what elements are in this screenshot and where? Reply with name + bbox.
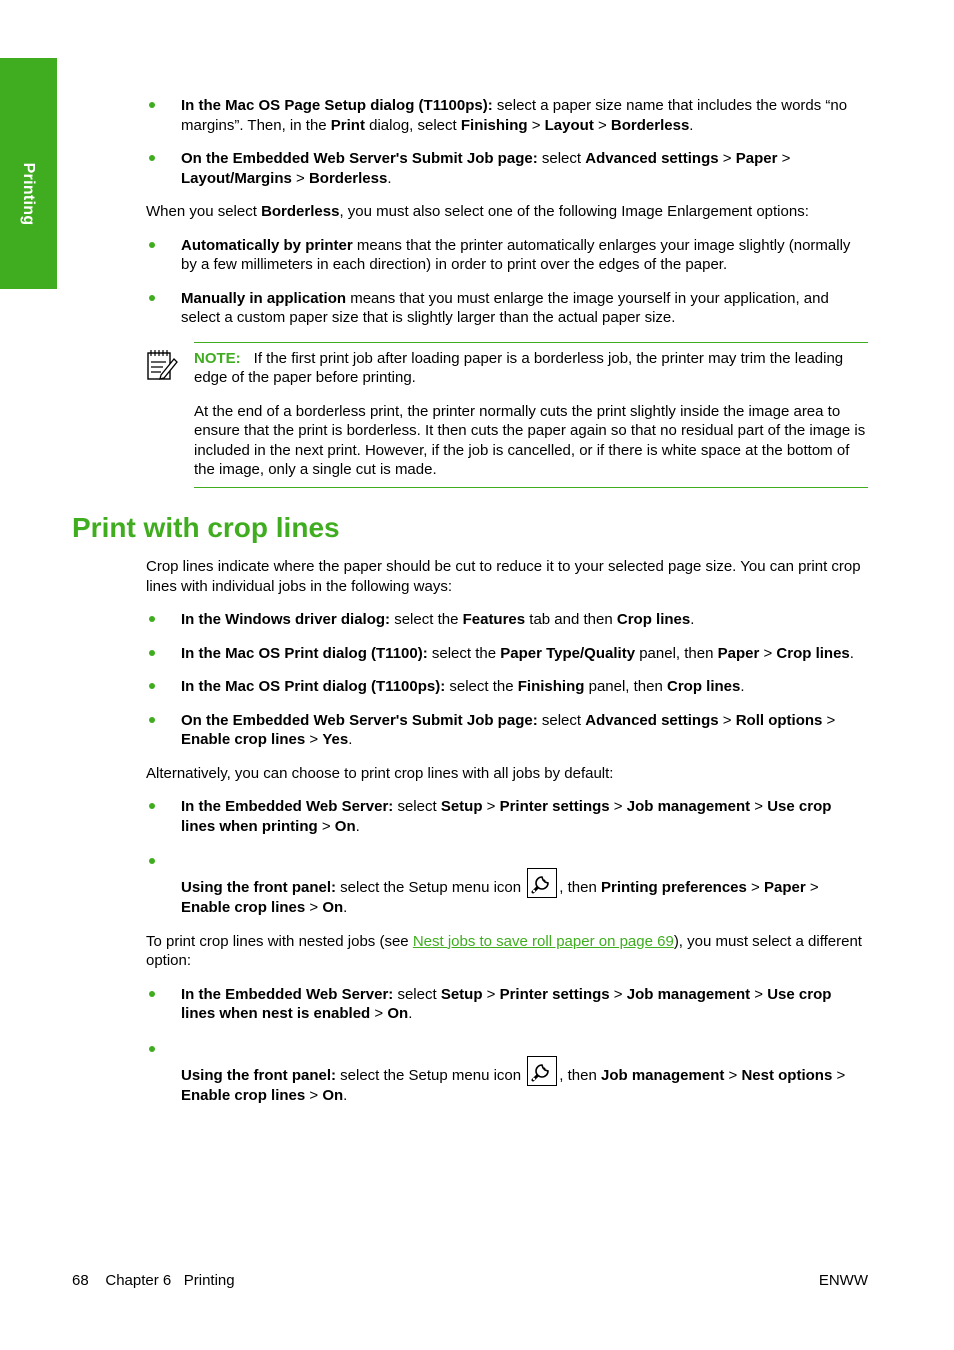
list-item <box>146 677 868 697</box>
separator: > <box>482 985 500 1003</box>
bullet-lead: On the Embedded Web Server's Submit Job page: <box>181 711 538 729</box>
crop-lines-section <box>146 557 868 1105</box>
text-run: , then <box>559 879 601 896</box>
separator: > <box>750 798 768 815</box>
text-run: When you select <box>146 203 262 220</box>
separator: > <box>718 150 736 167</box>
text-run: . <box>387 169 392 187</box>
text-run: select <box>537 711 586 729</box>
section-heading: Print with crop lines <box>72 512 340 543</box>
ui-term: Crop lines <box>667 678 741 695</box>
list-item <box>146 644 868 664</box>
note-label: NOTE: <box>194 349 241 367</box>
separator: > <box>593 116 611 134</box>
note-text: At the end of a borderless print, the printer normally cuts the print slightly inside the image area to ensure that the print is borderless. It then cuts the paper again so that no residual part of the image is included in the next print. However, if the job is cancelled, or if there is white space at the bottom of the image, only a single cut is made. <box>194 402 866 478</box>
ui-term: Paper <box>763 879 806 896</box>
ui-term: Features <box>462 611 526 628</box>
ui-term: Paper <box>735 150 778 167</box>
text-run: . <box>408 1005 413 1022</box>
ui-term: Paper Type/Quality <box>500 644 636 662</box>
ui-term: On <box>322 1086 344 1104</box>
ui-term: Crop lines <box>776 644 850 662</box>
separator: > <box>746 879 764 896</box>
ui-term: Borderless <box>610 116 690 134</box>
note-pad-icon <box>146 347 178 381</box>
separator: > <box>317 817 335 835</box>
text-run: . <box>849 644 854 662</box>
text-run: . <box>355 817 360 835</box>
text-run: panel, then <box>635 644 718 662</box>
chapter-label: Chapter 6 <box>105 1272 172 1289</box>
separator: > <box>750 985 768 1003</box>
upper-content <box>146 96 868 488</box>
ui-term: Paper <box>717 644 760 662</box>
separator: > <box>482 798 500 815</box>
wrench-setup-icon <box>527 868 557 898</box>
ui-term: Job management <box>626 985 751 1003</box>
list-item <box>146 610 868 630</box>
note-box <box>194 342 868 488</box>
ui-term: Use crop lines when printing <box>181 798 832 835</box>
bullet-lead: In the Mac OS Print dialog (T1100ps): <box>181 678 446 695</box>
ui-term: On <box>387 1005 409 1022</box>
list-item <box>146 289 868 328</box>
list-item <box>146 850 868 918</box>
ui-term: Borderless <box>308 169 388 187</box>
bullet-lead: On the Embedded Web Server's Submit Job page: <box>181 150 538 167</box>
bullet-lead: In the Mac OS Page Setup dialog (T1100ps): <box>181 97 493 114</box>
page-number: 68 <box>72 1272 89 1289</box>
separator: > <box>805 879 819 896</box>
paragraph <box>146 932 868 971</box>
ui-term: Layout/Margins <box>181 169 292 187</box>
text-run: . <box>348 731 353 748</box>
separator: > <box>724 1066 742 1084</box>
paragraph: Alternatively, you can choose to print crop lines with all jobs by default: <box>146 764 614 782</box>
list-item <box>146 149 868 188</box>
ui-term: Borderless <box>261 203 340 220</box>
text-run: means that the printer automatically enlarges your image slightly (normally by a few millimeters in each direction) in order to print over the edges of the paper. <box>181 236 851 273</box>
ui-term: Printer settings <box>499 798 610 815</box>
list-item <box>146 96 868 135</box>
list-item <box>146 797 868 836</box>
text-run: ), you must select a different option: <box>146 932 862 969</box>
text-run: , then <box>559 1066 601 1084</box>
ui-term: Roll options <box>735 711 823 729</box>
ui-term: Setup <box>440 798 483 815</box>
text-run: , you must also select one of the following Image Enlargement options: <box>339 203 809 220</box>
ui-term: On <box>322 899 344 916</box>
separator: > <box>777 150 791 167</box>
paragraph: Crop lines indicate where the paper should be cut to reduce it to your selected page size. You can print crop lines with individual jobs in the following ways: <box>146 558 861 595</box>
list-item <box>146 985 868 1024</box>
text-run: . <box>690 611 695 628</box>
ui-term: Enable crop lines <box>181 899 306 916</box>
text-run: dialog, select <box>364 116 461 134</box>
separator: > <box>305 899 323 916</box>
text-run: select <box>393 798 441 815</box>
separator: > <box>305 731 323 748</box>
side-tab-label: Printing <box>20 162 37 226</box>
list-item <box>146 711 868 750</box>
ui-term: Crop lines <box>616 611 691 628</box>
ui-term: Print <box>330 116 365 134</box>
text-run: select the Setup menu icon <box>336 879 526 896</box>
separator: > <box>718 711 736 729</box>
wrench-setup-icon <box>527 1056 557 1086</box>
footer-right: ENWW <box>818 1272 868 1289</box>
ui-term: Enable crop lines <box>181 1086 306 1104</box>
text-run: select the Setup menu icon <box>336 1066 526 1084</box>
separator: > <box>291 169 309 187</box>
separator: > <box>370 1005 388 1022</box>
ui-term: Yes <box>322 731 349 748</box>
text-run: . <box>689 116 694 134</box>
text-run: panel, then <box>584 678 668 695</box>
text-run: select the <box>427 644 501 662</box>
text-run: select a paper size name that includes the words “no margins”. Then, in the <box>181 97 848 134</box>
paragraph <box>146 202 868 222</box>
bullet-lead: Manually in application <box>181 289 347 307</box>
ui-term: Job management <box>626 798 751 815</box>
side-chapter-tab <box>0 58 57 289</box>
ui-term: Setup <box>440 985 483 1003</box>
ui-term: Advanced settings <box>585 711 719 729</box>
ui-term: Advanced settings <box>585 150 719 167</box>
section-label: Printing <box>183 1272 235 1289</box>
text-run: If the first print job after loading paper is a borderless job, the printer may trim the leading edge of the paper before printing. <box>194 349 844 386</box>
ui-term: On <box>334 817 356 835</box>
ui-term: Printing preferences <box>600 879 747 896</box>
list-item <box>146 236 868 275</box>
text-run: . <box>343 899 348 916</box>
text-run: select <box>393 985 441 1003</box>
ui-term: Printer settings <box>499 985 610 1003</box>
separator: > <box>527 116 545 134</box>
list-item <box>146 1038 868 1106</box>
bullet-lead: Using the front panel: <box>181 1066 336 1084</box>
bullet-lead: In the Embedded Web Server: <box>181 985 394 1003</box>
text-run: To print crop lines with nested jobs (see <box>146 932 413 950</box>
ui-term: Finishing <box>517 678 585 695</box>
ui-term: Use crop lines when nest is enabled <box>181 985 832 1022</box>
separator: > <box>832 1066 846 1084</box>
text-run: tab and then <box>525 611 617 628</box>
separator: > <box>609 985 627 1003</box>
ui-term: Layout <box>544 116 594 134</box>
bullet-lead: Using the front panel: <box>181 879 336 896</box>
note-text <box>194 349 868 388</box>
text-run: select <box>537 150 586 167</box>
bullet-lead: In the Embedded Web Server: <box>181 798 394 815</box>
bullet-lead: In the Windows driver dialog: <box>181 611 391 628</box>
separator: > <box>759 644 777 662</box>
separator: > <box>305 1086 323 1104</box>
separator: > <box>609 798 627 815</box>
text-run: means that you must enlarge the image yourself in your application, and select a custom paper size that is slightly larger than the actual paper size. <box>181 289 829 326</box>
text-run: . <box>343 1086 348 1104</box>
footer-left <box>72 1272 235 1289</box>
text-run: select the <box>445 678 518 695</box>
ui-term: Nest options <box>741 1066 833 1084</box>
ui-term: Enable crop lines <box>181 731 306 748</box>
separator: > <box>822 711 836 729</box>
bullet-lead: Automatically by printer <box>181 236 353 254</box>
nest-jobs-link[interactable]: Nest jobs to save roll paper on page 69 <box>412 932 674 950</box>
text-run: select the <box>390 611 463 628</box>
ui-term: Job management <box>600 1066 725 1084</box>
text-run: . <box>740 678 745 695</box>
ui-term: Finishing <box>460 116 528 134</box>
bullet-lead: In the Mac OS Print dialog (T1100): <box>181 644 428 662</box>
